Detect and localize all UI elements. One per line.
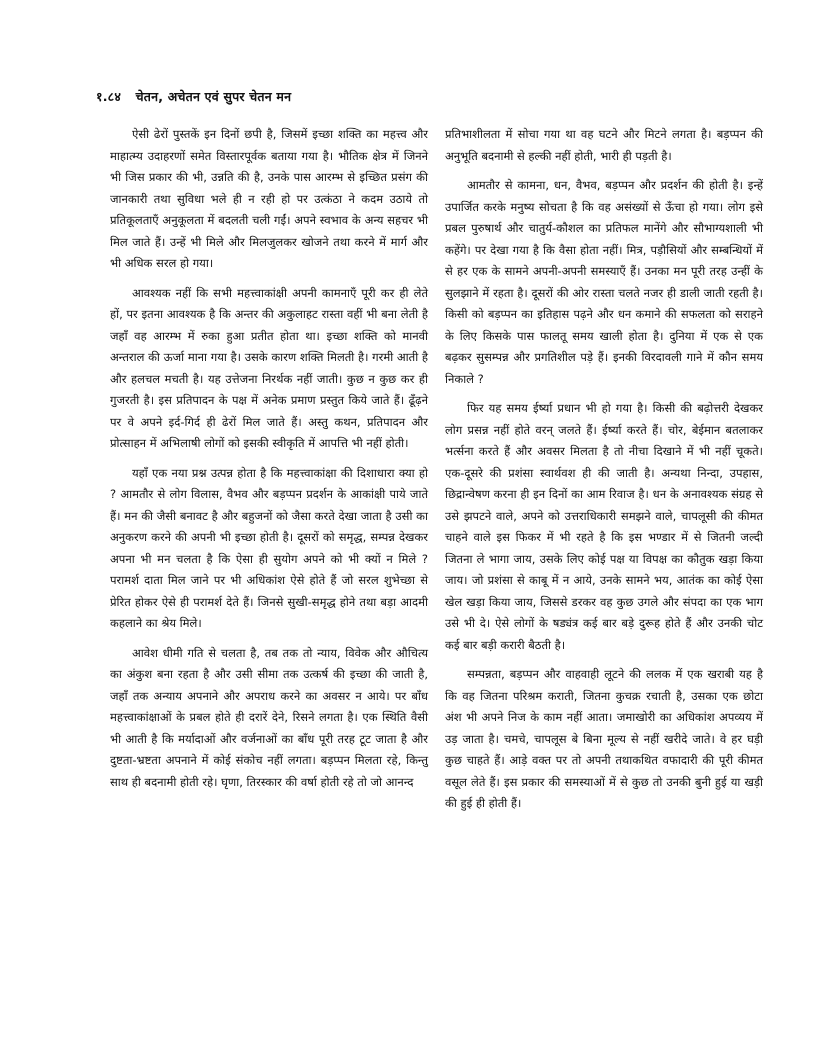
paragraph: प्रतिभाशीलता में सोचा गया था वह घटने और मिटने लगता है। बड़प्पन की अनुभूति बदनामी से हल्की नहीं होती, भारी ही पड़ती है। bbox=[445, 127, 763, 163]
left-column bbox=[110, 124, 428, 801]
running-title: चेतन, अचेतन एवं सुपर चेतन मन bbox=[135, 89, 292, 104]
page-header bbox=[96, 88, 756, 105]
paragraph: आवेश धीमी गति से चलता है, तब तक तो न्याय, विवेक और औचित्य का अंकुश बना रहता है और उसी सीमा तक उत्कर्ष की इच्छा की जाती है, जहाँ तक अन्याय अपनाने और अपराध करने का अवसर न आये। पर बाँध महत्त्वाकांक्षाओं के प्रबल होते ही दरारें देने, रिसने लगता है। एक स्थिति वैसी भी आती है कि मर्यादाओं और वर्जनाओं का बाँध पूरी तरह टूट जाता है और दुष्टता-भ्रष्टता अपनाने में कोई संकोच नहीं लगता। बड़प्पन मिलता रहे, किन्तु साथ ही बदनामी होती रहे। घृणा, तिरस्कार की वर्षा होती रहे तो जो आनन्द bbox=[110, 645, 428, 789]
paragraph: फिर यह समय ईर्ष्या प्रधान भी हो गया है। किसी की बढ़ोत्तरी देखकर लोग प्रसन्न नहीं होते वरन् जलते हैं। ईर्ष्या करते हैं। चोर, बेईमान बतलाकर भर्त्सना करते हैं और अवसर मिलता है तो नीचा दिखाने में भी नहीं चूकते। एक-दूसरे की प्रशंसा स्वार्थवश ही की जाती है। अन्यथा निन्दा, उपहास, छिद्रान्वेषण करना ही इन दिनों का आम रिवाज है। धन के अनावश्यक संग्रह से उसे झपटने वाले, अपने को उत्तराधिकारी समझने वाले, चापलूसी की कीमत चाहने वाले इस फिकर में भी रहते है कि इस भण्डार में से जितनी जल्दी जितना ले भागा जाय, उसके लिए कोई पक्ष या विपक्ष का कौतुक खड़ा किया जाय। जो प्रशंसा से काबू में न आये, उनके सामने भय, आतंक का कोई ऐसा खेल खड़ा किया जाय, जिससे डरकर वह कुछ उगले और संपदा का एक भाग उसे भी दे। ऐसे लोगों के षड्यंत्र कई बार बड़े दुरूह होते हैं और उनकी चोट कई बार बड़ी करारी बैठती है। bbox=[445, 401, 763, 652]
paragraph: यहाँ एक नया प्रश्न उत्पन्न होता है कि महत्त्वाकांक्षा की दिशाधारा क्या हो ? आमतौर से लोग विलास, वैभव और बड़प्पन प्रदर्शन के आकांक्षी पाये जाते हैं। मन की जैसी बनावट है और बहुजनों को जैसा करते देखा जाता है उसी का अनुकरण करने की अपनी भी इच्छा होती है। दूसरों को समृद्ध, सम्पन्न देखकर अपना भी मन चलता है कि ऐसा ही सुयोग अपने को भी क्यों न मिले ? परामर्श दाता मिल जाने पर भी अधिकांश ऐसे होते हैं जो सरल शुभेच्छा से प्रेरित होकर ऐसे ही परामर्श देते हैं। जिनसे सुखी-समृद्ध होने तथा बड़ा आदमी कहलाने का श्रेय मिले। bbox=[110, 465, 428, 630]
paragraph: आमतौर से कामना, धन, वैभव, बड़प्पन और प्रदर्शन की होती है। इन्हें उपार्जित करके मनुष्य सोचता है कि वह असंख्यों से ऊँचा हो गया। लोग इसे प्रबल पुरुषार्थ और चातुर्य-कौशल का प्रतिफल मानेंगे और सौभाग्यशाली भी कहेंगे। पर देखा गया है कि वैसा होता नहीं। मित्र, पड़ौसियों और सम्बन्धियों में से हर एक के सामने अपनी-अपनी समस्याएँ हैं। उनका मन पूरी तरह उन्हीं के सुलझाने में रहता है। दूसरों की ओर रास्ता चलते नजर ही डाली जाती रहती है। किसी को बड़प्पन का इतिहास पढ़ने और धन कमाने की सफलता को सराहने के लिए किसके पास फालतू समय खाली होता है। दुनिया में एक से एक बढ़कर सुसम्पन्न और प्रगतिशील पड़े हैं। इनकी विरदावली गाने में कौन समय निकाले ? bbox=[445, 178, 763, 386]
paragraph: आवश्यक नहीं कि सभी महत्त्वाकांक्षी अपनी कामनाएँ पूरी कर ही लेते हों, पर इतना आवश्यक है कि अन्तर की अकुलाहट रास्ता वहीं भी बना लेती है जहाँ वह आरम्भ में रुका हुआ प्रतीत होता था। इच्छा शक्ति को मानवी अन्तराल की ऊर्जा माना गया है। उसके कारण शक्ति मिलती है। गरमी आती है और हलचल मचती है। यह उत्तेजना निरर्थक नहीं जाती। कुछ न कुछ कर ही गुजरती है। इस प्रतिपादन के पक्ष में अनेक प्रमाण प्रस्तुत किये जाते हैं। ढूँढ़ने पर वे अपने इर्द-गिर्द ही ढेरों मिल जाते हैं। अस्तु कथन, प्रतिपादन और प्रोत्साहन में अभिलाषी लोगों को इसकी स्वीकृति में आपत्ति भी नहीं होती। bbox=[110, 285, 428, 450]
page-number: १.८४ bbox=[96, 89, 122, 104]
paragraph: ऐसी ढेरों पुस्तकें इन दिनों छपी है, जिसमें इच्छा शक्ति का महत्त्व और माहात्म्य उदाहरणों समेत विस्तारपूर्वक बताया गया है। भौतिक क्षेत्र में जिनने भी जिस प्रकार की भी, उन्नति की है, उनके पास आरम्भ से इच्छित प्रसंग की जानकारी तथा सुविधा भले ही न रही हो पर उत्कंठा ने कदम उठाये तो प्रतिकूलताएँ अनुकूलता में बदलती चली गईं। अपने स्वभाव के अन्य सहचर भी मिल जाते हैं। उन्हें भी मिले और मिलजुलकर खोजने तथा करने में मार्ग और भी अधिक सरल हो गया। bbox=[110, 127, 428, 270]
right-column bbox=[445, 124, 763, 823]
paragraph: सम्पन्नता, बड़प्पन और वाहवाही लूटने की ललक में एक खराबी यह है कि वह जितना परिश्रम कराती, जितना कुचक्र रचाती है, उसका एक छोटा अंश भी अपने निज के काम नहीं आता। जमाखोरी का अधिकांश अपव्यय में उड़ जाता है। चमचे, चापलूस बे बिना मूल्य से नहीं खरीदे जाते। वे हर घड़ी कुछ चाहते हैं। आड़े वक्त पर तो अपनी तथाकथित वफादारी की पूरी कीमत वसूल लेते हैं। इस प्रकार की समस्याओं में से कुछ तो उनकी बुनी हुई या खड़ी की हुई ही होती हैं। bbox=[445, 667, 763, 810]
